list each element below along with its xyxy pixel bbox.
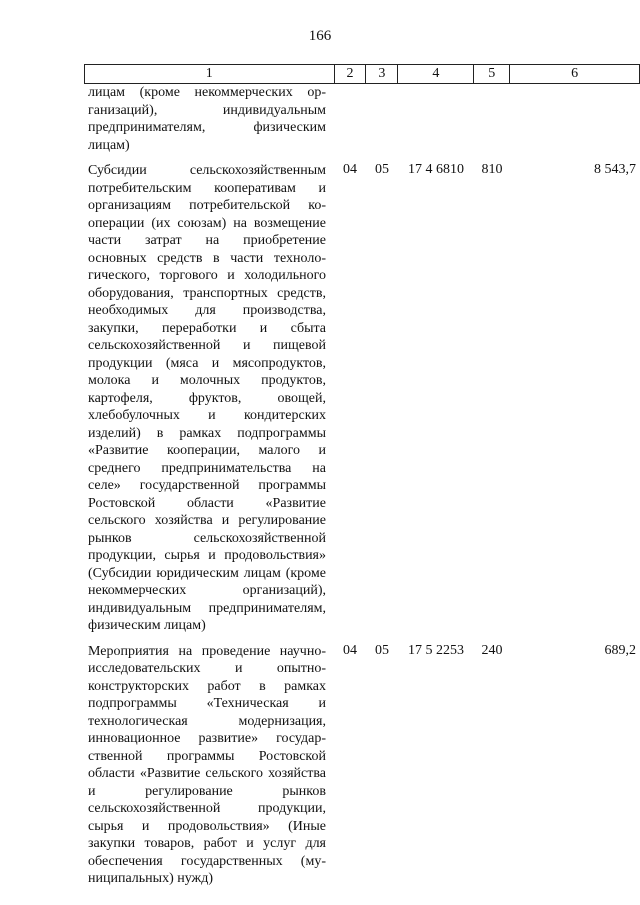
table-row	[84, 635, 640, 888]
row-subsection-code: 05	[375, 642, 389, 658]
row-amount: 8 543,7	[594, 162, 636, 177]
row-description: Субсидии сельскохозяйственным потребительским кооперативам и организациям потребительской кооперации (их союзам) на возмещение части затрат на приобретение основных средств в части технологического, торгового и холодильного оборудования, транспортных средств, необходимых для производства, закупки, переработки и сбыта сельскохозяйственной и пищевой продукции (мяса и мясопродуктов, молока и молочных продуктов, картофеля, фруктов, овощей, хлебобулочных и кондитерских изделий) в рамках подпрограммы «Развитие кооперации, малого и среднего предпринимательства на селе» государственной программы Ростовской области «Развитие сельского хозяйства и регулирование рынков сельскохозяйственной продукции, сырья и продовольствия» (Субсидии юридическим лицам (кроме некоммерческих организаций), индивидуальным предпринимателям, физическим лицам)	[88, 163, 326, 633]
column-header-4: 4	[398, 65, 474, 84]
table-row	[84, 154, 640, 635]
row-amount: 689,2	[604, 642, 636, 658]
row-section-code: 04	[343, 642, 357, 658]
row-expense-type-code	[474, 84, 510, 154]
row-expense-type-code: 240	[481, 642, 503, 658]
row-amount	[510, 84, 640, 154]
row-target-article-code: 17 4 6810	[408, 162, 464, 177]
column-header-3: 3	[366, 65, 398, 84]
row-target-article-code: 17 5 2253	[408, 642, 464, 658]
page-number: 166	[308, 28, 332, 44]
budget-table	[84, 84, 640, 888]
row-subsection-code: 05	[375, 162, 389, 177]
column-header-table	[84, 64, 640, 84]
row-description: Мероприятия на проведение научно-исследовательских и опытно-конструкторских работ в рамках подпрограммы «Техническая и технологическая модернизация, инновационное развитие» государственной программы Ростовской области «Развитие сельского хозяйства и регулирование рынков сельскохозяйственной продукции, сырья и продовольствия» (Иные закупки товаров, работ и услуг для обеспечения государственных (муниципальных) нужд)	[88, 643, 326, 886]
row-section-code: 04	[343, 162, 357, 177]
row-target-article-code	[398, 84, 474, 154]
column-header-6: 6	[510, 65, 640, 84]
column-header-row	[85, 65, 640, 84]
row-description: лицам (кроме некоммерческих организаций), индивидуальным предпринимателям, физическим лицам)	[88, 85, 326, 153]
column-header-1: 1	[85, 65, 335, 84]
row-expense-type-code: 810	[481, 162, 503, 177]
row-subsection-code	[366, 84, 398, 154]
table-row	[84, 84, 640, 154]
column-header-5: 5	[474, 65, 510, 84]
column-header-2: 2	[334, 65, 366, 84]
row-section-code	[334, 84, 366, 154]
